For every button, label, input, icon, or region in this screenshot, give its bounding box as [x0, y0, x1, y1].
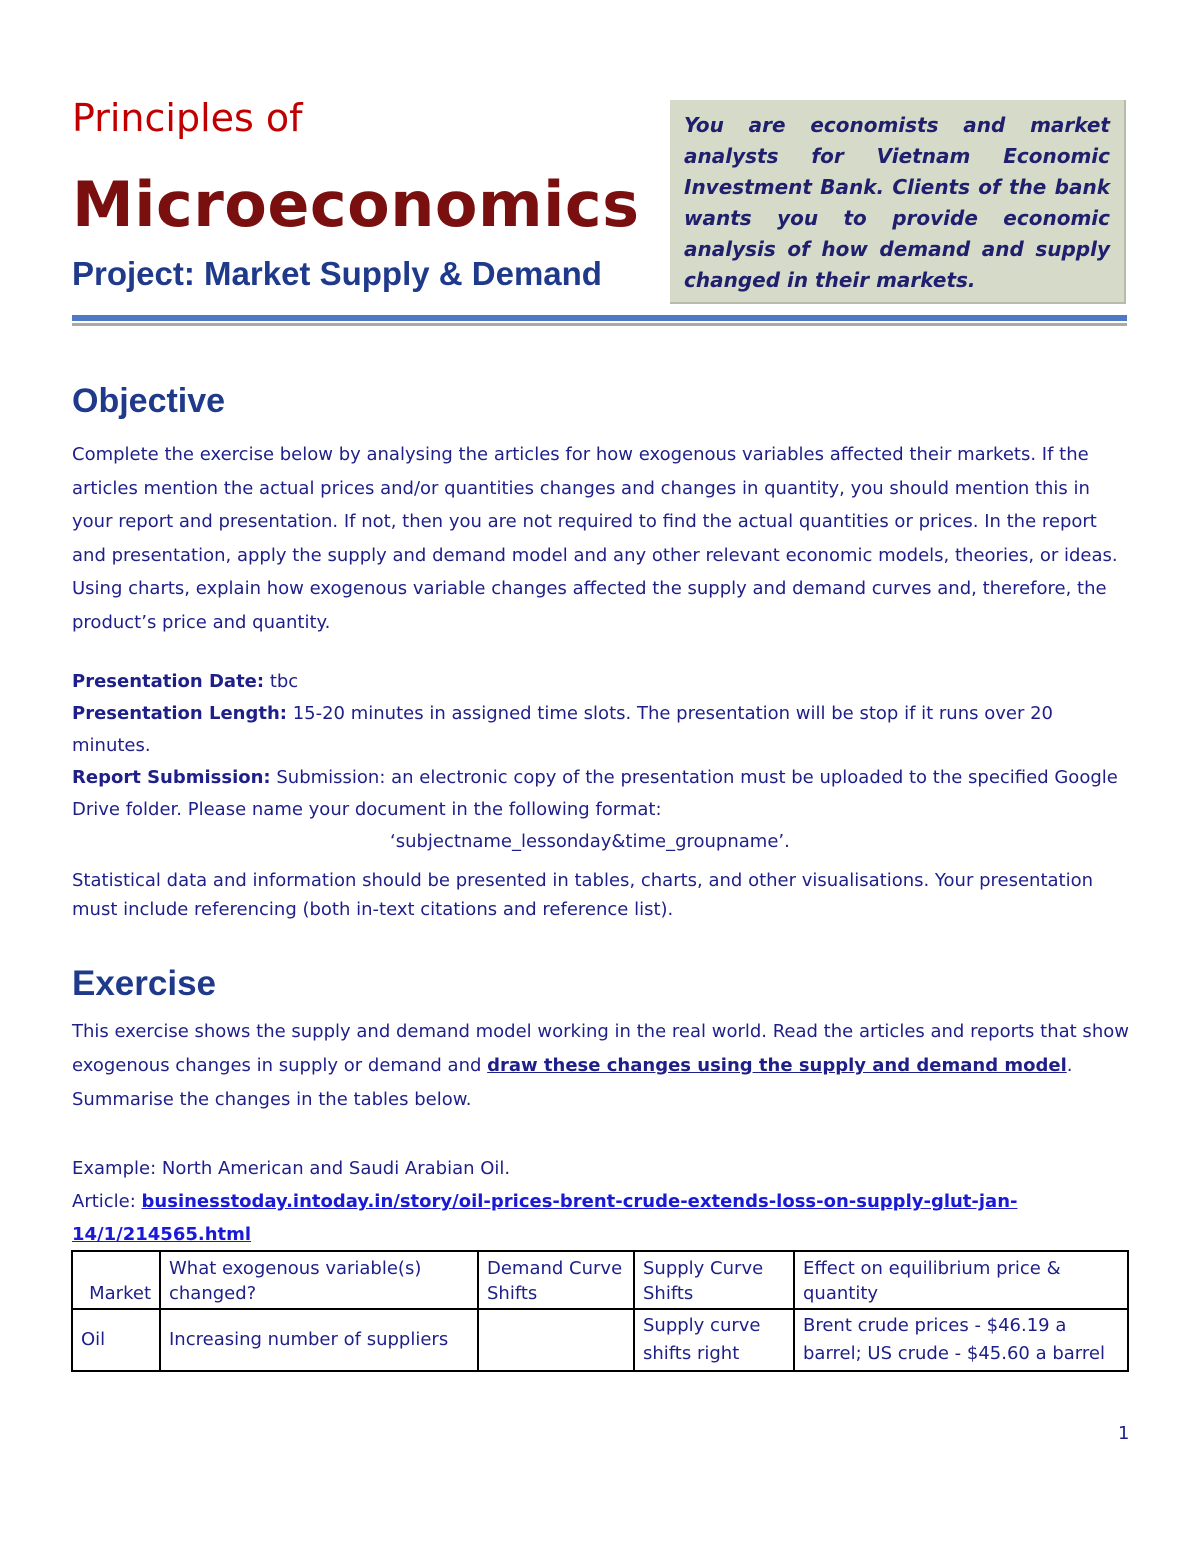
report-submission-label: Report Submission:: [72, 767, 271, 788]
objective-paragraph: Complete the exercise below by analysing the articles for how exogenous variables affected their markets. If the articles mention the actual prices and/or quantities changes and changes in quantity, you should mention this in your report and presentation. If not, then you are not required to find the actual quantities or prices. In the report and presentation, apply the supply and demand model and any other relevant economic models, theories, or ideas. Using charts, explain how exogenous variable changes affected the supply and demand curves and, therefore, the product’s price and quantity.: [72, 444, 1118, 633]
intro-text: You are economists and market analysts for Vietnam Economic Investment Bank. Clients of the bank wants you to provide economic analysis of how demand and supply changed in their markets.: [684, 113, 1110, 292]
page-number: 1: [1118, 1423, 1130, 1444]
presentation-date: [72, 666, 1132, 698]
header-divider-shadow: [72, 323, 1127, 326]
article-label: Article:: [72, 1191, 142, 1212]
example-block: [72, 1152, 1132, 1251]
table-header-supply: Supply Curve Shifts: [634, 1251, 794, 1309]
cell-supply: Supply curve shifts right: [634, 1309, 794, 1371]
presentation-length-value: 15-20 minutes in assigned time slots. The presentation will be stop if it runs over 20 minutes.: [72, 703, 1053, 756]
presentation-length: [72, 698, 1132, 762]
report-submission: [72, 762, 1132, 826]
cell-market: Oil: [72, 1309, 160, 1371]
exercise-para-end: . Summarise the changes in the tables below.: [72, 1055, 1073, 1110]
course-prefix: Principles of: [72, 96, 303, 140]
cell-effect: Brent crude prices - $46.19 a barrel; US crude - $45.60 a barrel: [794, 1309, 1128, 1371]
presentation-length-label: Presentation Length:: [72, 703, 287, 724]
cell-variable: Increasing number of suppliers: [160, 1309, 478, 1371]
example-label: Example: North American and Saudi Arabian Oil.: [72, 1158, 511, 1179]
table-row: [72, 1309, 1128, 1371]
report-submission-value: Submission: an electronic copy of the presentation must be uploaded to the specified Google Drive folder. Please name your document in the following format:: [72, 767, 1118, 820]
exercise-para-start: This exercise shows the supply and demand model working in the real world. Read the articles and reports that show exogenous changes in supply or demand and: [72, 1021, 1129, 1076]
project-title: Project: Market Supply & Demand: [72, 255, 602, 292]
table-header-effect: Effect on equilibrium price & quantity: [794, 1251, 1128, 1309]
table-header-market: Market: [72, 1251, 160, 1309]
course-title: Microeconomics: [72, 168, 640, 241]
example-table: [71, 1250, 1129, 1372]
header-divider: [72, 315, 1127, 321]
table-header-row: [72, 1251, 1128, 1309]
table-header-demand: Demand Curve Shifts: [478, 1251, 634, 1309]
presentation-date-label: Presentation Date:: [72, 671, 265, 692]
intro-callout: [670, 100, 1126, 304]
article-link[interactable]: businesstoday.intoday.in/story/oil-prices-brent-crude-extends-loss-on-supply-glut-jan-14/1/214565.html: [72, 1191, 1018, 1245]
exercise-para-emphasis: draw these changes using the supply and demand model: [487, 1055, 1067, 1076]
table-header-variable: What exogenous variable(s) changed?: [160, 1251, 478, 1309]
submission-details: [72, 666, 1132, 858]
exercise-heading: [72, 964, 216, 1004]
statistics-note: Statistical data and information should be presented in tables, charts, and other visualisations. Your presentation must include referencing (both in-text citations and reference list).: [72, 870, 1094, 920]
presentation-date-value: tbc: [264, 671, 299, 692]
file-name-format: ‘subjectname_lessonday&time_groupname’.: [390, 831, 790, 852]
article-line: [72, 1185, 1132, 1251]
objective-heading: Objective: [72, 382, 226, 420]
exercise-paragraph: [72, 1015, 1132, 1117]
exercise-heading-text: Exercise: [72, 964, 217, 1003]
cell-demand: [478, 1309, 634, 1371]
